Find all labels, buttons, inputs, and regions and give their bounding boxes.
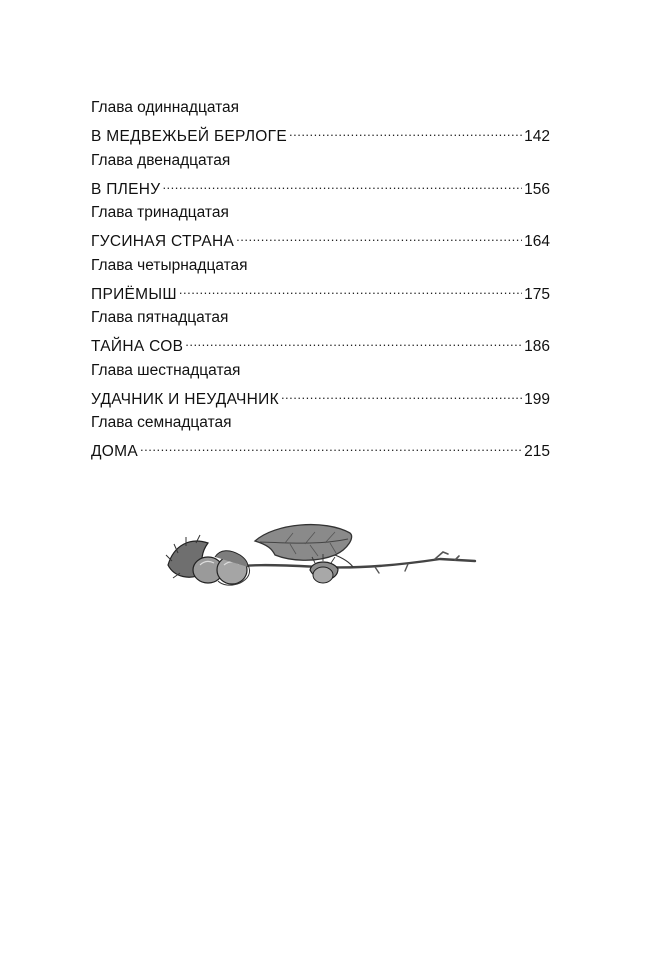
chapter-title-line	[91, 173, 550, 198]
dot-leader	[179, 278, 522, 299]
dot-leader	[140, 435, 522, 456]
chapter-label: Глава тринадцатая	[91, 204, 229, 221]
chapter-title-line	[91, 435, 550, 460]
chapter-title: ТАЙНА СОВ	[91, 338, 184, 355]
dot-leader	[236, 225, 522, 246]
page-number: 164	[524, 233, 550, 250]
chapter-title: В МЕДВЕЖЬЕЙ БЕРЛОГЕ	[91, 128, 287, 145]
chapter-title-line	[91, 120, 550, 145]
dot-leader	[289, 120, 522, 141]
hazelnut-branch-icon	[160, 515, 480, 605]
chapter-title: ГУСИНАЯ СТРАНА	[91, 233, 235, 250]
chapter-title-line	[91, 278, 550, 303]
page-number: 156	[524, 180, 550, 198]
chapter-label: Глава одиннадцатая	[91, 99, 240, 116]
table-of-contents	[91, 97, 550, 465]
chapter-title: УДАЧНИК И НЕУДАЧНИК	[91, 390, 279, 408]
chapter-label: Глава двенадцатая	[91, 151, 231, 169]
chapter-label: Глава шестнадцатая	[91, 361, 241, 379]
dot-leader	[185, 330, 522, 351]
chapter-title-line	[91, 383, 550, 408]
chapter-title-line	[91, 225, 550, 250]
page-number: 186	[524, 338, 550, 355]
toc-entry[interactable]	[91, 97, 550, 150]
dot-leader	[281, 383, 522, 404]
chapter-title: ДОМА	[91, 443, 139, 460]
dot-leader	[162, 173, 522, 194]
chapter-title: ПРИЁМЫШ	[91, 285, 177, 303]
chapter-title-line	[91, 330, 550, 355]
toc-entry[interactable]	[91, 412, 550, 465]
chapter-title: В ПЛЕНУ	[91, 180, 161, 198]
page-number: 175	[524, 285, 550, 303]
toc-entry[interactable]	[91, 360, 550, 413]
toc-entry[interactable]	[91, 307, 550, 360]
toc-entry[interactable]	[91, 150, 550, 203]
toc-entry[interactable]	[91, 202, 550, 255]
toc-entry[interactable]	[91, 255, 550, 308]
chapter-label: Глава семнадцатая	[91, 414, 232, 431]
page-number: 215	[524, 443, 550, 460]
page-number: 142	[524, 128, 550, 145]
chapter-label: Глава пятнадцатая	[91, 309, 229, 326]
chapter-label: Глава четырнадцатая	[91, 256, 248, 274]
page-number: 199	[524, 390, 550, 408]
